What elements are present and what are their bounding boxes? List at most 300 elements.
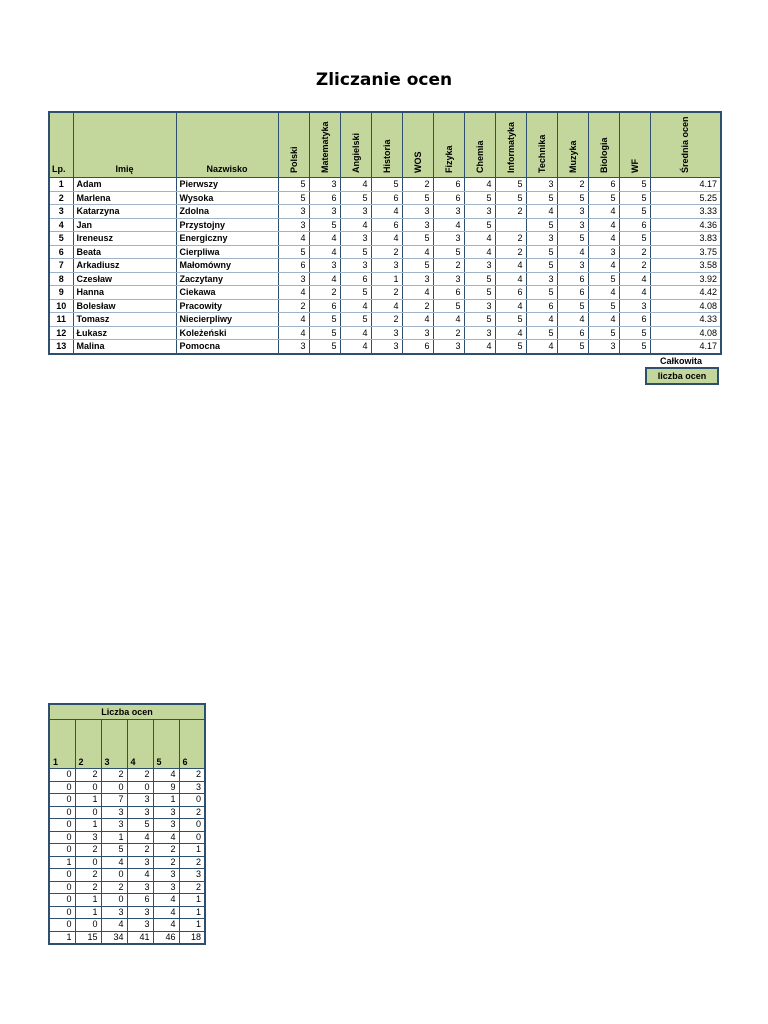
count-cell: 5 [101, 844, 127, 857]
count-cell: 0 [75, 806, 101, 819]
cell-grade: 4 [588, 286, 619, 300]
cell-grade: 3 [402, 218, 433, 232]
page-title: Zliczanie ocen [315, 70, 453, 90]
cell-grade: 5 [526, 245, 557, 259]
cell-grade: 5 [557, 191, 588, 205]
cell-grade: 4 [340, 326, 371, 340]
cell-grade: 4 [309, 245, 340, 259]
cell-grade: 3 [340, 259, 371, 273]
cell-grade: 4 [619, 272, 650, 286]
table-row [49, 178, 721, 192]
cell-grade: 5 [464, 286, 495, 300]
count-cell: 41 [127, 931, 153, 944]
cell-grade: 1 [371, 272, 402, 286]
cell-imie: Jan [73, 218, 176, 232]
header-lp: Lp. [49, 112, 73, 178]
counts-row [49, 781, 205, 794]
count-cell: 4 [153, 894, 179, 907]
count-cell: 4 [153, 831, 179, 844]
cell-grade: 5 [464, 313, 495, 327]
cell-grade: 6 [278, 259, 309, 273]
header-row [49, 112, 721, 178]
header-technika: Technika [526, 112, 557, 178]
count-cell: 0 [179, 794, 205, 807]
cell-grade: 5 [495, 191, 526, 205]
cell-grade: 3 [526, 272, 557, 286]
grade-header: 1 [49, 720, 75, 769]
cell-grade: 4 [526, 313, 557, 327]
cell-imie: Arkadiusz [73, 259, 176, 273]
cell-average: 3.58 [650, 259, 721, 273]
cell-grade: 2 [495, 245, 526, 259]
count-cell: 1 [75, 906, 101, 919]
cell-grade: 6 [433, 191, 464, 205]
cell-average: 3.75 [650, 245, 721, 259]
cell-grade: 4 [464, 340, 495, 354]
cell-grade: 6 [588, 178, 619, 192]
cell-grade: 2 [557, 178, 588, 192]
cell-grade: 4 [464, 245, 495, 259]
count-cell: 1 [49, 931, 75, 944]
counts-row [49, 881, 205, 894]
counts-row [49, 844, 205, 857]
cell-grade: 3 [309, 259, 340, 273]
header-wos: WOS [402, 112, 433, 178]
count-cell: 3 [127, 881, 153, 894]
cell-grade: 3 [371, 326, 402, 340]
count-cell: 2 [127, 769, 153, 782]
cell-imie: Ireneusz [73, 232, 176, 246]
cell-grade: 3 [371, 340, 402, 354]
cell-grade: 5 [278, 191, 309, 205]
cell-grade: 6 [557, 326, 588, 340]
count-cell: 3 [179, 781, 205, 794]
cell-nazwisko: Pierwszy [176, 178, 278, 192]
cell-grade: 4 [433, 218, 464, 232]
cell-grade: 4 [464, 178, 495, 192]
grade-header: 2 [75, 720, 101, 769]
cell-lp: 13 [49, 340, 73, 354]
cell-grade: 5 [309, 218, 340, 232]
count-cell: 0 [49, 869, 75, 882]
cell-grade: 5 [619, 340, 650, 354]
cell-grade: 2 [619, 245, 650, 259]
count-cell: 0 [49, 919, 75, 932]
cell-grade: 4 [557, 245, 588, 259]
count-cell: 0 [49, 831, 75, 844]
table-row [49, 299, 721, 313]
cell-grade: 5 [526, 218, 557, 232]
cell-grade: 3 [619, 299, 650, 313]
header-muzyka: Muzyka [557, 112, 588, 178]
header-historia: Historia [371, 112, 402, 178]
cell-grade: 5 [588, 299, 619, 313]
cell-average: 5.25 [650, 191, 721, 205]
count-cell: 0 [49, 819, 75, 832]
count-cell: 46 [153, 931, 179, 944]
count-cell: 3 [179, 869, 205, 882]
cell-grade: 3 [526, 178, 557, 192]
count-cell: 3 [127, 919, 153, 932]
cell-grade: 3 [557, 259, 588, 273]
cell-grade: 3 [309, 178, 340, 192]
count-cell: 1 [49, 856, 75, 869]
cell-grade: 2 [278, 299, 309, 313]
table-row [49, 259, 721, 273]
cell-grade: 4 [526, 340, 557, 354]
cell-grade: 4 [495, 326, 526, 340]
cell-imie: Czesław [73, 272, 176, 286]
cell-grade: 3 [433, 272, 464, 286]
cell-average: 3.83 [650, 232, 721, 246]
count-cell: 3 [153, 819, 179, 832]
cell-grade: 5 [495, 340, 526, 354]
cell-grade: 5 [464, 191, 495, 205]
count-cell: 0 [75, 781, 101, 794]
cell-grade: 3 [557, 205, 588, 219]
cell-lp: 8 [49, 272, 73, 286]
cell-grade: 3 [278, 272, 309, 286]
cell-grade: 3 [526, 232, 557, 246]
cell-grade: 6 [557, 286, 588, 300]
cell-grade: 4 [309, 232, 340, 246]
cell-grade: 2 [371, 286, 402, 300]
cell-grade: 4 [402, 286, 433, 300]
cell-nazwisko: Niecierpliwy [176, 313, 278, 327]
table-row [49, 272, 721, 286]
cell-grade: 5 [340, 191, 371, 205]
count-cell: 3 [101, 806, 127, 819]
count-cell: 3 [153, 869, 179, 882]
cell-grade: 3 [557, 218, 588, 232]
table-row [49, 326, 721, 340]
count-cell: 3 [153, 806, 179, 819]
cell-imie: Malina [73, 340, 176, 354]
cell-grade: 5 [588, 326, 619, 340]
cell-grade: 3 [340, 232, 371, 246]
count-cell: 4 [127, 831, 153, 844]
cell-grade: 3 [464, 205, 495, 219]
count-cell: 2 [179, 806, 205, 819]
count-cell: 0 [75, 856, 101, 869]
cell-grade: 5 [278, 178, 309, 192]
cell-grade: 5 [526, 326, 557, 340]
count-cell: 0 [101, 781, 127, 794]
cell-grade: 5 [433, 245, 464, 259]
count-cell: 3 [101, 819, 127, 832]
cell-grade: 5 [309, 340, 340, 354]
cell-grade: 5 [495, 313, 526, 327]
cell-grade: 3 [278, 205, 309, 219]
cell-grade: 6 [526, 299, 557, 313]
cell-grade: 4 [588, 205, 619, 219]
cell-grade: 6 [309, 299, 340, 313]
cell-lp: 3 [49, 205, 73, 219]
cell-grade: 6 [495, 286, 526, 300]
cell-grade: 4 [433, 313, 464, 327]
count-cell: 4 [101, 919, 127, 932]
cell-grade [495, 218, 526, 232]
cell-grade: 5 [402, 259, 433, 273]
count-cell: 3 [75, 831, 101, 844]
count-cell: 18 [179, 931, 205, 944]
count-cell: 6 [127, 894, 153, 907]
count-cell: 0 [49, 844, 75, 857]
count-cell: 0 [179, 831, 205, 844]
cell-nazwisko: Pomocna [176, 340, 278, 354]
count-cell: 0 [179, 819, 205, 832]
count-cell: 0 [101, 894, 127, 907]
count-cell: 2 [127, 844, 153, 857]
header-wf: WF [619, 112, 650, 178]
table-row [49, 340, 721, 354]
count-cell: 1 [179, 844, 205, 857]
header-fizyka: Fizyka [433, 112, 464, 178]
count-cell: 3 [127, 906, 153, 919]
cell-grade: 3 [433, 232, 464, 246]
cell-lp: 6 [49, 245, 73, 259]
cell-imie: Beata [73, 245, 176, 259]
cell-imie: Adam [73, 178, 176, 192]
count-cell: 9 [153, 781, 179, 794]
cell-grade: 6 [309, 191, 340, 205]
count-cell: 0 [101, 869, 127, 882]
cell-grade: 5 [309, 326, 340, 340]
counts-row [49, 819, 205, 832]
cell-grade: 5 [526, 286, 557, 300]
count-cell: 3 [127, 794, 153, 807]
count-cell: 2 [75, 769, 101, 782]
cell-grade: 4 [309, 272, 340, 286]
cell-grade: 3 [464, 299, 495, 313]
cell-grade: 3 [433, 205, 464, 219]
count-cell: 3 [153, 881, 179, 894]
cell-grade: 4 [340, 178, 371, 192]
count-cell: 0 [49, 906, 75, 919]
cell-imie: Marlena [73, 191, 176, 205]
cell-nazwisko: Zdolna [176, 205, 278, 219]
count-cell: 2 [101, 769, 127, 782]
cell-average: 4.08 [650, 326, 721, 340]
cell-average: 4.17 [650, 178, 721, 192]
cell-grade: 4 [588, 218, 619, 232]
count-cell: 1 [75, 894, 101, 907]
cell-grade: 6 [433, 178, 464, 192]
counts-row [49, 919, 205, 932]
cell-lp: 7 [49, 259, 73, 273]
cell-nazwisko: Ciekawa [176, 286, 278, 300]
cell-grade: 2 [495, 232, 526, 246]
cell-grade: 2 [402, 299, 433, 313]
total-label-bottom: liczba ocen [645, 367, 719, 385]
grade-header: 4 [127, 720, 153, 769]
count-cell: 0 [49, 781, 75, 794]
cell-grade: 4 [371, 205, 402, 219]
cell-grade: 3 [464, 326, 495, 340]
cell-grade: 4 [278, 313, 309, 327]
cell-grade: 5 [557, 232, 588, 246]
count-cell: 2 [153, 856, 179, 869]
count-cell: 0 [127, 781, 153, 794]
cell-nazwisko: Pracowity [176, 299, 278, 313]
cell-grade: 5 [526, 191, 557, 205]
cell-grade: 2 [495, 205, 526, 219]
counts-row [49, 869, 205, 882]
cell-grade: 5 [371, 178, 402, 192]
cell-grade: 6 [619, 313, 650, 327]
cell-grade: 5 [495, 178, 526, 192]
cell-grade: 6 [371, 218, 402, 232]
cell-nazwisko: Małomówny [176, 259, 278, 273]
total-label-top: Całkowita [660, 356, 703, 366]
cell-grade: 3 [278, 340, 309, 354]
cell-lp: 5 [49, 232, 73, 246]
table-row [49, 191, 721, 205]
count-cell: 1 [179, 906, 205, 919]
count-cell: 3 [101, 906, 127, 919]
header-imie: Imię [73, 112, 176, 178]
cell-lp: 9 [49, 286, 73, 300]
count-cell: 0 [49, 881, 75, 894]
cell-nazwisko: Zaczytany [176, 272, 278, 286]
cell-average: 4.17 [650, 340, 721, 354]
cell-grade: 5 [619, 191, 650, 205]
cell-grade: 5 [402, 232, 433, 246]
cell-grade: 5 [340, 313, 371, 327]
grade-header: 5 [153, 720, 179, 769]
cell-grade: 6 [371, 191, 402, 205]
cell-grade: 4 [495, 299, 526, 313]
count-cell: 1 [75, 794, 101, 807]
cell-grade: 5 [340, 286, 371, 300]
cell-grade: 4 [588, 313, 619, 327]
cell-grade: 4 [526, 205, 557, 219]
counts-header-row [49, 720, 205, 769]
count-cell: 2 [75, 844, 101, 857]
cell-grade: 2 [619, 259, 650, 273]
cell-grade: 3 [371, 259, 402, 273]
table-row [49, 245, 721, 259]
grades-table [48, 111, 722, 355]
cell-imie: Bolesław [73, 299, 176, 313]
cell-average: 4.33 [650, 313, 721, 327]
counts-caption: Liczba ocen [49, 704, 205, 720]
cell-nazwisko: Wysoka [176, 191, 278, 205]
cell-grade: 4 [340, 218, 371, 232]
count-cell: 2 [179, 881, 205, 894]
count-cell: 4 [153, 906, 179, 919]
header-srednia: Średnia ocen [650, 112, 721, 178]
table-row [49, 286, 721, 300]
header-matematyka: Matematyka [309, 112, 340, 178]
count-cell: 0 [49, 894, 75, 907]
count-cell: 0 [49, 806, 75, 819]
count-cell: 5 [127, 819, 153, 832]
cell-grade: 3 [402, 326, 433, 340]
cell-imie: Tomasz [73, 313, 176, 327]
cell-lp: 4 [49, 218, 73, 232]
cell-grade: 5 [402, 191, 433, 205]
count-cell: 0 [49, 769, 75, 782]
counts-row [49, 906, 205, 919]
cell-grade: 4 [278, 286, 309, 300]
cell-lp: 1 [49, 178, 73, 192]
count-cell: 0 [75, 919, 101, 932]
cell-imie: Łukasz [73, 326, 176, 340]
count-cell: 1 [101, 831, 127, 844]
cell-grade: 2 [402, 178, 433, 192]
cell-grade: 5 [557, 299, 588, 313]
count-cell: 2 [101, 881, 127, 894]
header-nazwisko: Nazwisko [176, 112, 278, 178]
cell-grade: 4 [278, 232, 309, 246]
count-cell: 4 [127, 869, 153, 882]
cell-grade: 5 [557, 340, 588, 354]
count-cell: 2 [179, 769, 205, 782]
counts-total-row [49, 931, 205, 944]
cell-grade: 4 [371, 232, 402, 246]
counts-row [49, 769, 205, 782]
cell-grade: 2 [371, 245, 402, 259]
cell-grade: 6 [557, 272, 588, 286]
count-cell: 3 [127, 856, 153, 869]
cell-grade: 6 [433, 286, 464, 300]
cell-grade: 3 [433, 340, 464, 354]
table-row [49, 205, 721, 219]
counts-row [49, 831, 205, 844]
cell-grade: 2 [371, 313, 402, 327]
cell-grade: 3 [588, 245, 619, 259]
cell-grade: 4 [464, 232, 495, 246]
count-cell: 2 [75, 881, 101, 894]
cell-average: 4.42 [650, 286, 721, 300]
count-cell: 3 [127, 806, 153, 819]
table-row [49, 218, 721, 232]
cell-grade: 6 [402, 340, 433, 354]
cell-grade: 5 [464, 218, 495, 232]
header-polski: Polski [278, 112, 309, 178]
grade-header: 3 [101, 720, 127, 769]
cell-nazwisko: Energiczny [176, 232, 278, 246]
counts-row [49, 856, 205, 869]
cell-grade: 2 [433, 259, 464, 273]
cell-grade: 5 [588, 272, 619, 286]
cell-nazwisko: Cierpliwa [176, 245, 278, 259]
cell-grade: 5 [464, 272, 495, 286]
cell-grade: 5 [526, 259, 557, 273]
count-cell: 34 [101, 931, 127, 944]
cell-imie: Hanna [73, 286, 176, 300]
counts-row [49, 806, 205, 819]
cell-grade: 5 [619, 326, 650, 340]
cell-nazwisko: Koleżeński [176, 326, 278, 340]
cell-imie: Katarzyna [73, 205, 176, 219]
count-cell: 4 [153, 769, 179, 782]
table-row [49, 232, 721, 246]
cell-grade: 5 [588, 191, 619, 205]
count-cell: 4 [153, 919, 179, 932]
cell-grade: 4 [340, 340, 371, 354]
cell-average: 4.36 [650, 218, 721, 232]
counts-table [48, 703, 206, 945]
cell-grade: 3 [278, 218, 309, 232]
cell-nazwisko: Przystojny [176, 218, 278, 232]
cell-lp: 12 [49, 326, 73, 340]
cell-grade: 4 [495, 272, 526, 286]
cell-grade: 4 [278, 326, 309, 340]
count-cell: 15 [75, 931, 101, 944]
cell-grade: 3 [309, 205, 340, 219]
